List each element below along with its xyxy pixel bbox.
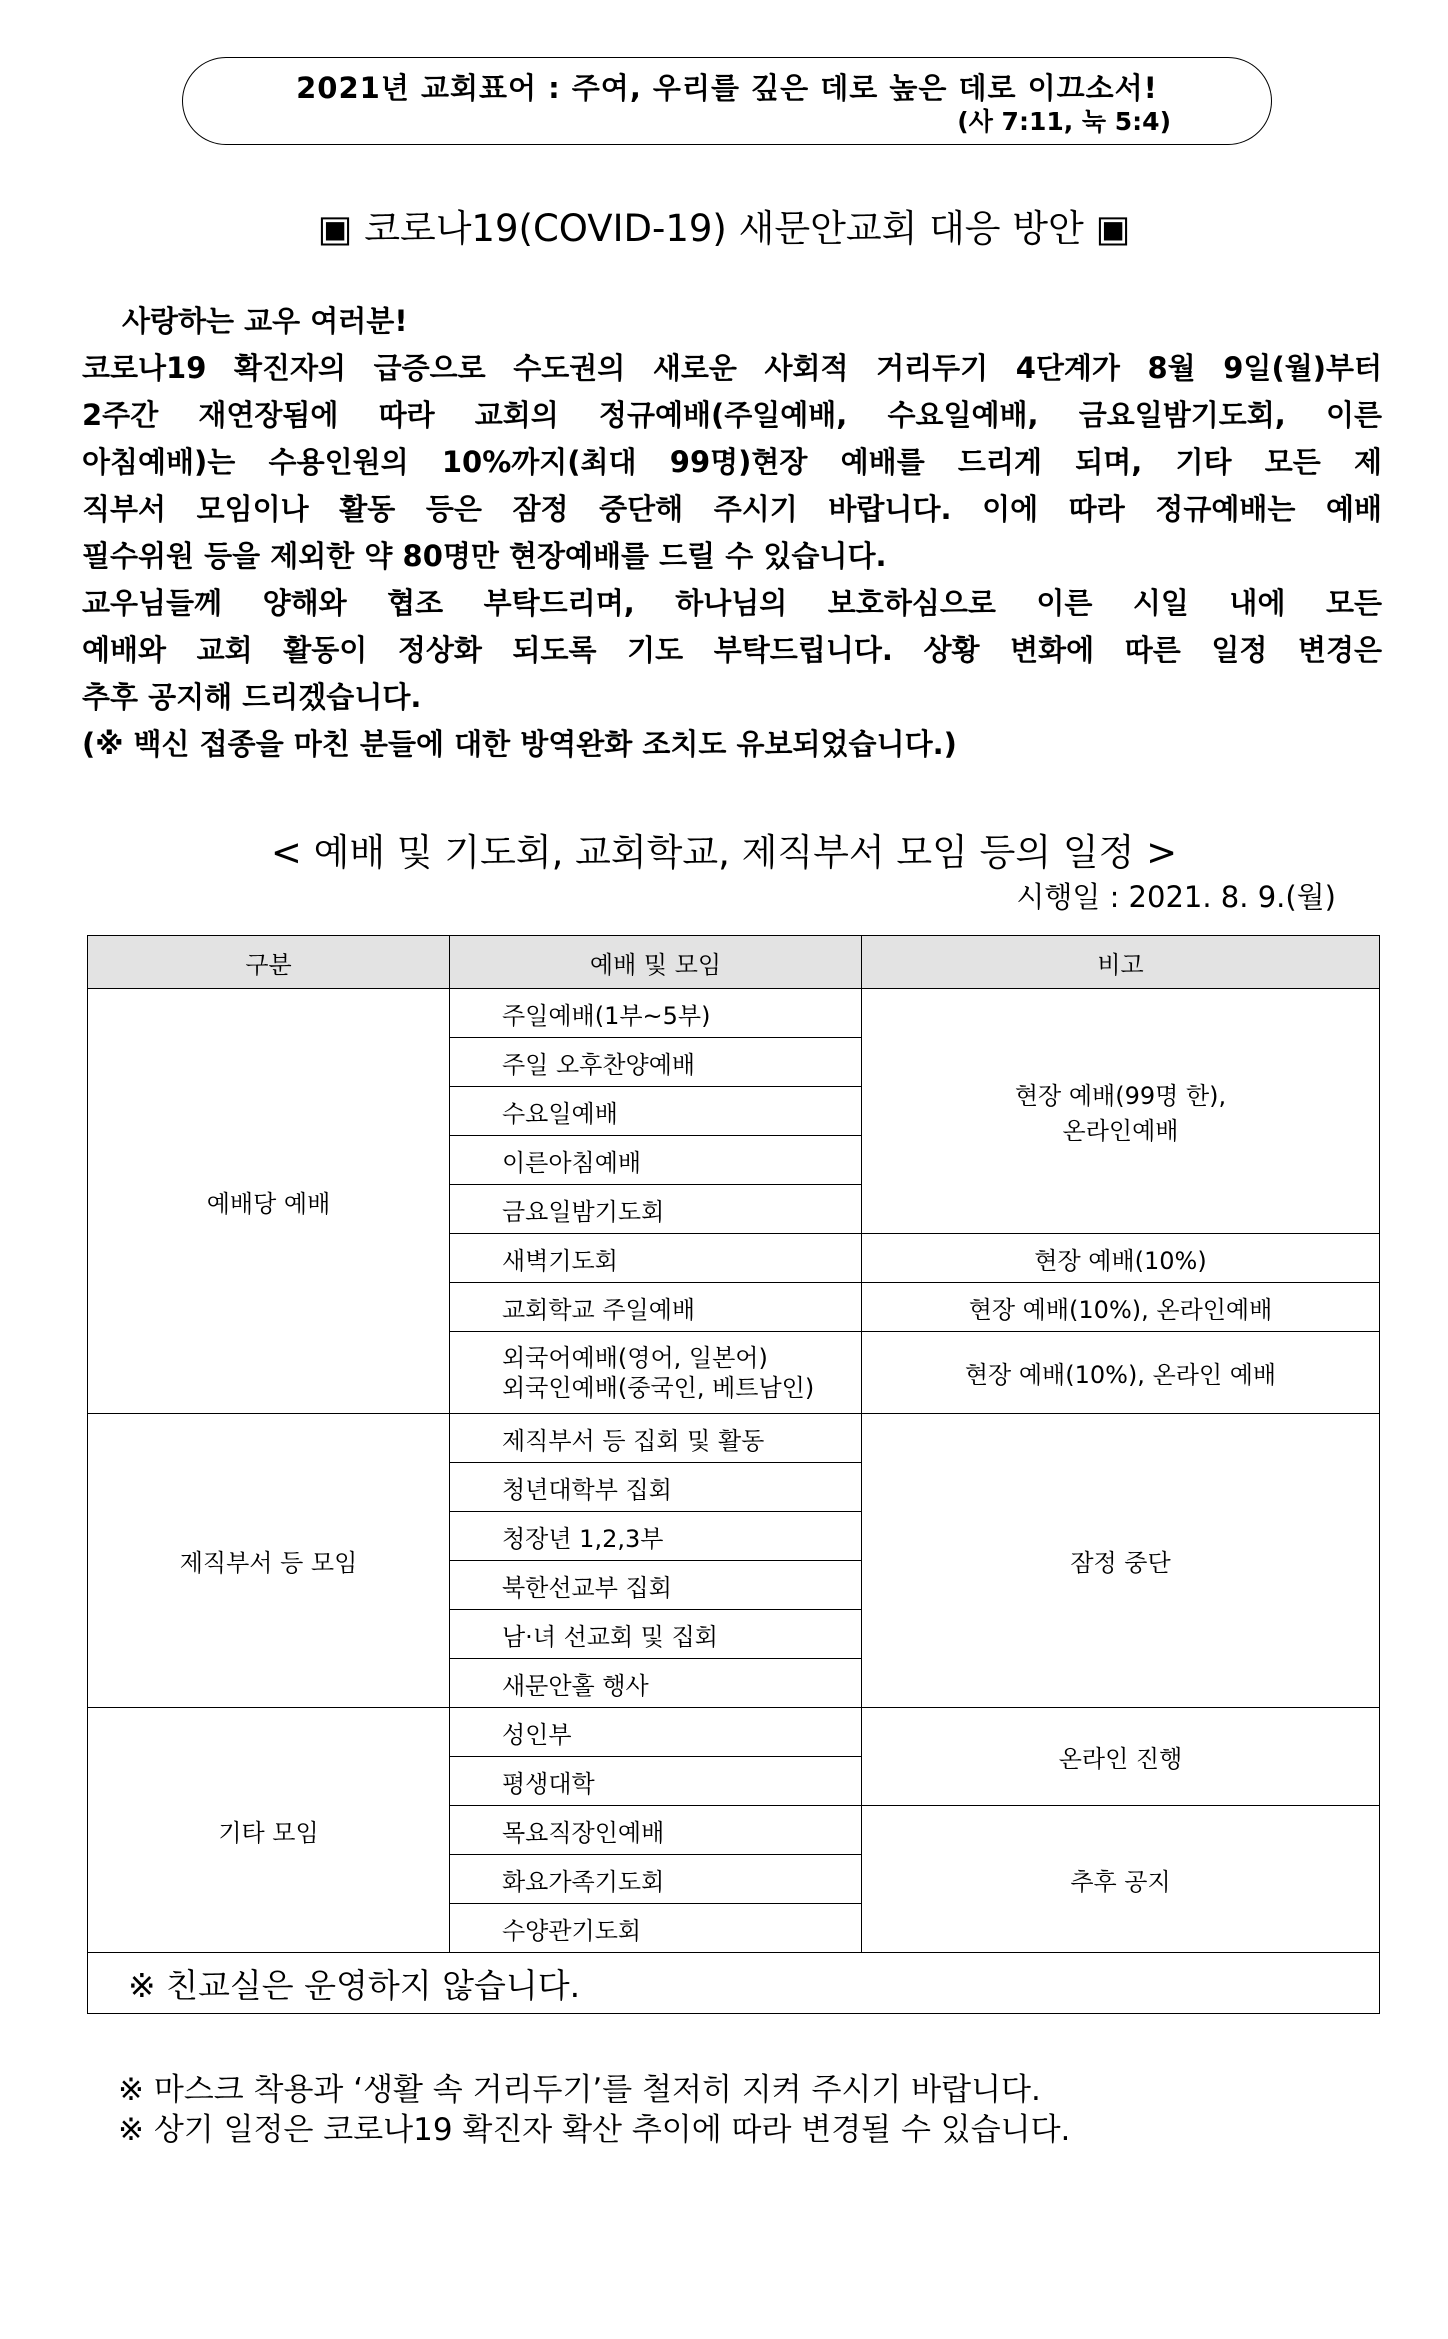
- header-category: 구분: [88, 936, 450, 989]
- item-cell: [450, 1332, 862, 1414]
- bottom-note: ※ 상기 일정은 코로나19 확진자 확산 추이에 따라 변경될 수 있습니다.: [118, 2112, 1071, 2148]
- item-cell: 새벽기도회: [450, 1234, 862, 1283]
- item-cell: 금요일밤기도회: [450, 1185, 862, 1234]
- item-line: 외국어예배(영어, 일본어): [502, 1343, 768, 1372]
- intro-line: 필수위원 등을 제외한 약 80명만 현장예배를 드릴 수 있습니다.: [82, 539, 887, 573]
- item-cell: 청년대학부 집회: [450, 1463, 862, 1512]
- intro-paragraph: [82, 298, 1382, 768]
- note-cell: 현장 예배(10%), 온라인예배: [862, 1283, 1380, 1332]
- table-footer-note: ※ 친교실은 운영하지 않습니다.: [88, 1953, 1380, 2014]
- motto-reference: (사 7:11, 눅 5:4): [957, 107, 1171, 136]
- note-cell: [862, 989, 1380, 1234]
- category-cell: 제직부서 등 모임: [88, 1414, 450, 1708]
- item-cell: 제직부서 등 집회 및 활동: [450, 1414, 862, 1463]
- schedule-table: [87, 935, 1380, 2014]
- item-cell: 화요가족기도회: [450, 1855, 862, 1904]
- note-cell: 잠정 중단: [862, 1414, 1380, 1708]
- item-cell: 청장년 1,2,3부: [450, 1512, 862, 1561]
- item-line: 외국인예배(중국인, 베트남인): [502, 1373, 815, 1402]
- table-row: [88, 1414, 1380, 1463]
- intro-line: 교우님들께 양해와 협조 부탁드리며, 하나님의 보호하심으로 이른 시일 내에 모든: [82, 586, 1382, 620]
- item-cell: 이른아침예배: [450, 1136, 862, 1185]
- motto-box: [182, 57, 1272, 145]
- table-header-row: [88, 936, 1380, 989]
- intro-line: 아침예배)는 수용인원의 10%까지(최대 99명)현장 예배를 드리게 되며, 기타 모든 제: [82, 445, 1382, 479]
- category-cell: 기타 모임: [88, 1708, 450, 1953]
- schedule-title: < 예배 및 기도회, 교회학교, 제직부서 모임 등의 일정 >: [270, 831, 1178, 874]
- effective-date: 시행일 : 2021. 8. 9.(월): [1016, 880, 1336, 914]
- intro-line: (※ 백신 접종을 마친 분들에 대한 방역완화 조치도 유보되었습니다.): [82, 727, 957, 761]
- item-cell: 성인부: [450, 1708, 862, 1757]
- intro-line: 추후 공지해 드리겠습니다.: [82, 680, 422, 714]
- table-row: [88, 1708, 1380, 1757]
- intro-line: 코로나19 확진자의 급증으로 수도권의 새로운 사회적 거리두기 4단계가 8월 9일(월)부터: [82, 351, 1382, 385]
- item-cell: 남·녀 선교회 및 집회: [450, 1610, 862, 1659]
- item-cell: 평생대학: [450, 1757, 862, 1806]
- note-cell: 온라인 진행: [862, 1708, 1380, 1806]
- item-cell: 목요직장인예배: [450, 1806, 862, 1855]
- intro-greeting: 사랑하는 교우 여러분!: [122, 304, 408, 338]
- bottom-note: ※ 마스크 착용과 ‘생활 속 거리두기’를 철저히 지켜 주시기 바랍니다.: [118, 2072, 1041, 2108]
- category-cell: 예배당 예배: [88, 989, 450, 1414]
- note-line: 현장 예배(99명 한),: [1014, 1082, 1227, 1110]
- item-cell: 수요일예배: [450, 1087, 862, 1136]
- header-note: 비고: [862, 936, 1380, 989]
- intro-line: 2주간 재연장됨에 따라 교회의 정규예배(주일예배, 수요일예배, 금요일밤기도회, 이른: [82, 398, 1382, 432]
- note-line: 온라인예배: [1062, 1117, 1179, 1145]
- item-cell: 교회학교 주일예배: [450, 1283, 862, 1332]
- bottom-notes: [118, 2070, 1070, 2150]
- item-cell: 수양관기도회: [450, 1904, 862, 1953]
- intro-line: 직부서 모임이나 활동 등은 잠정 중단해 주시기 바랍니다. 이에 따라 정규예배는 예배: [82, 492, 1382, 526]
- item-cell: 주일 오후찬양예배: [450, 1038, 862, 1087]
- note-cell: 현장 예배(10%): [862, 1234, 1380, 1283]
- item-cell: 새문안홀 행사: [450, 1659, 862, 1708]
- note-cell: 추후 공지: [862, 1806, 1380, 1953]
- motto-text: 2021년 교회표어 : 주여, 우리를 깊은 데로 높은 데로 이끄소서!: [296, 71, 1158, 105]
- item-cell: 주일예배(1부~5부): [450, 989, 862, 1038]
- table-footer-row: [88, 1953, 1380, 2014]
- item-cell: 북한선교부 집회: [450, 1561, 862, 1610]
- note-cell: 현장 예배(10%), 온라인 예배: [862, 1332, 1380, 1414]
- header-item: 예배 및 모임: [450, 936, 862, 989]
- intro-line: 예배와 교회 활동이 정상화 되도록 기도 부탁드립니다. 상황 변화에 따른 일정 변경은: [82, 633, 1382, 667]
- table-row: [88, 989, 1380, 1038]
- page-title: ▣ 코로나19(COVID-19) 새문안교회 대응 방안 ▣: [317, 207, 1131, 250]
